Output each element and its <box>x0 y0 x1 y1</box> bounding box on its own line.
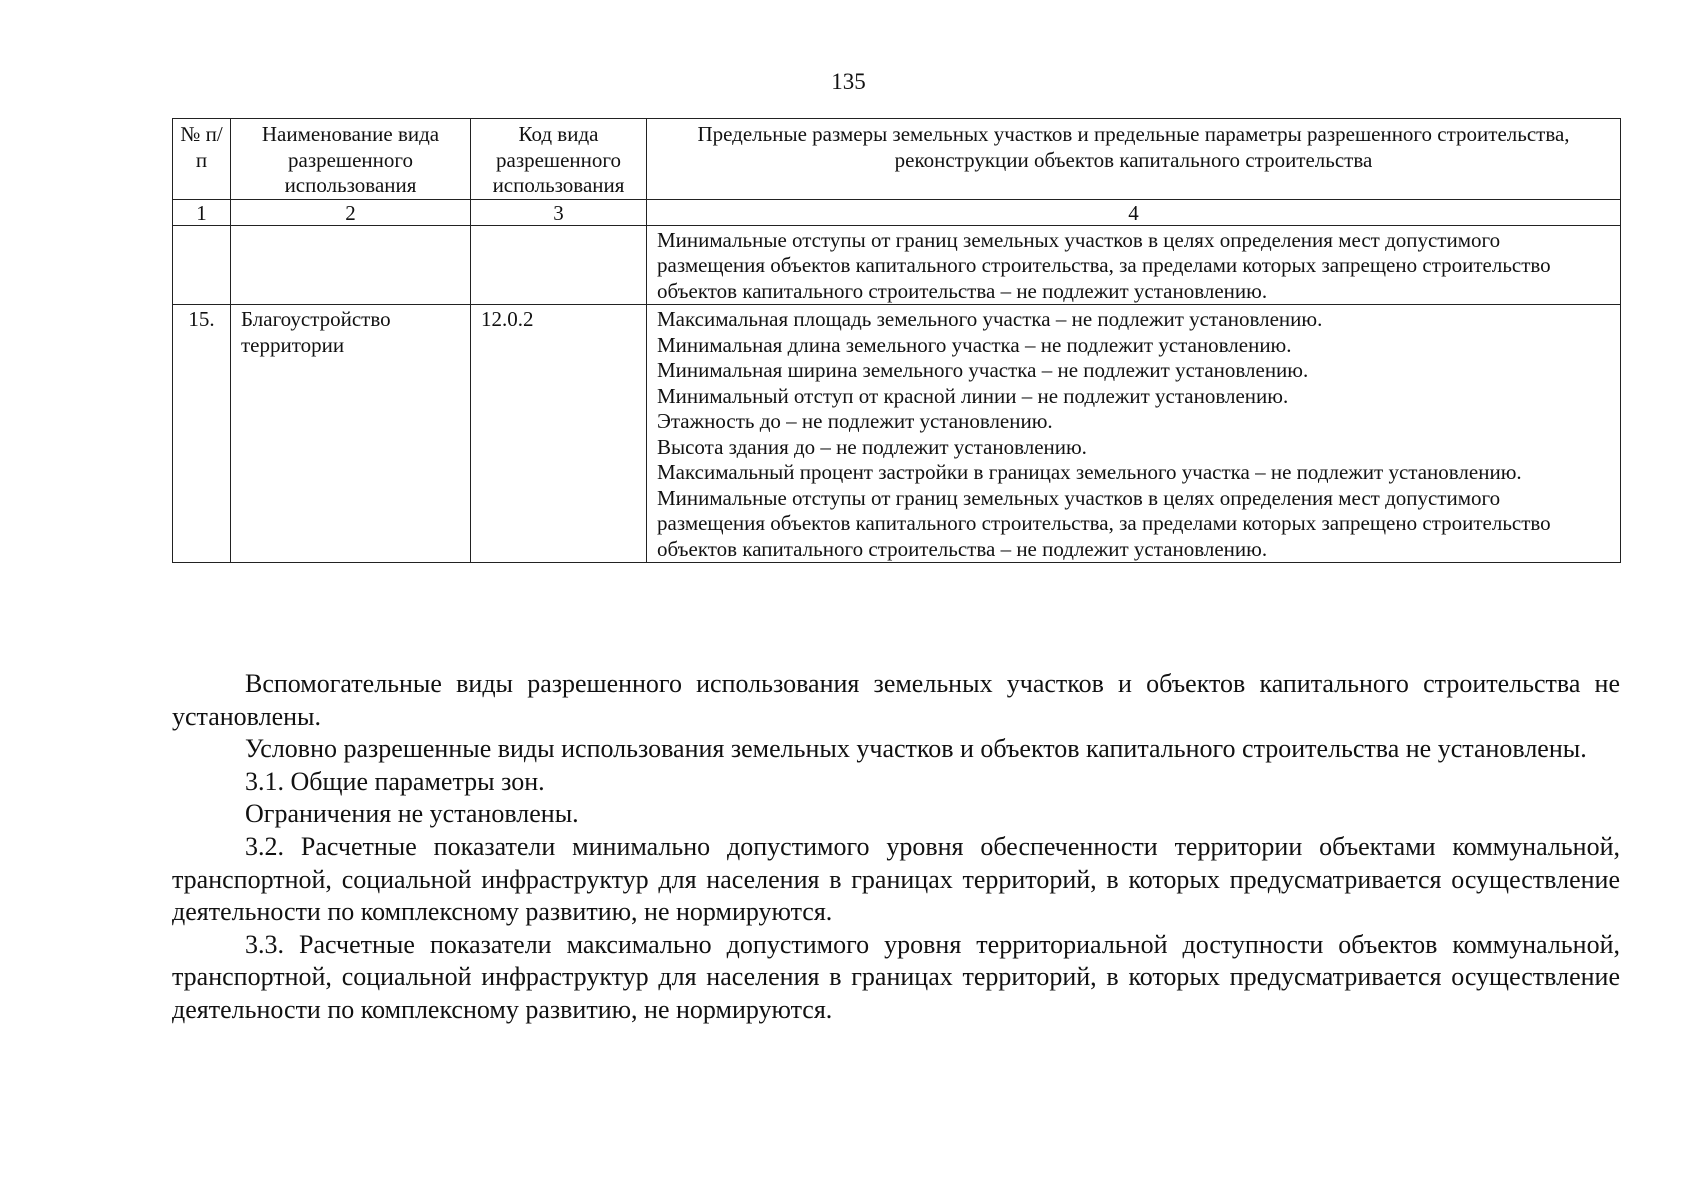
column-number-row <box>173 199 1621 225</box>
table-row <box>173 225 1621 305</box>
column-number: 4 <box>647 199 1621 225</box>
land-use-table <box>172 118 1621 563</box>
parameter-line: Минимальные отступы от границ земельных участков в целях определения мест допустимого размещения объектов капитального строительства, за пределами которых запрещено строительство объектов капитального строительства – не подлежит установлению. <box>657 227 1551 303</box>
column-number: 3 <box>471 199 647 225</box>
body-text <box>172 668 1620 1027</box>
header-parameters: Предельные размеры земельных участков и предельные параметры разрешенного строительства, реконструкции объектов капитального строительства <box>647 119 1621 200</box>
parameter-line: Высота здания до – не подлежит установлению. <box>657 434 1087 459</box>
parameter-line: Минимальная длина земельного участка – не подлежит установлению. <box>657 332 1292 357</box>
column-number: 2 <box>231 199 471 225</box>
section-3-2-paragraph: 3.2. Расчетные показатели минимально допустимого уровня обеспеченности территории объектами коммунальной, транспортной, социальной инфраструктур для населения в границах территорий, в которых предусматривается осуществление деятельности по комплексному развитию, не нормируются. <box>172 831 1620 927</box>
paragraph-auxiliary-uses: Вспомогательные виды разрешенного использования земельных участков и объектов капитального строительства не установлены. <box>172 669 1620 731</box>
row-use-name: Благоустройство территории <box>231 305 471 563</box>
paragraph-restrictions: Ограничения не установлены. <box>245 799 579 829</box>
section-3-3-paragraph: 3.3. Расчетные показатели максимально допустимого уровня территориальной доступности объектов коммунальной, транспортной, социальной инфраструктур для населения в границах территорий, в которых предусматривается осуществление деятельности по комплексному развитию, не нормируются. <box>172 929 1620 1024</box>
parameter-line: Этажность до – не подлежит установлению. <box>657 409 1053 433</box>
row-use-code: 12.0.2 <box>471 305 647 563</box>
parameter-line: Минимальная ширина земельного участка – не подлежит установлению. <box>657 358 1309 382</box>
header-use-code: Код вида разрешенного использования <box>471 119 647 200</box>
header-number: № п/п <box>173 119 231 200</box>
row-number <box>173 225 231 305</box>
table-header-row <box>173 119 1621 200</box>
paragraph-conditional-uses: Условно разрешенные виды использования земельных участков и объектов капитального строительства не установлены. <box>245 734 1587 764</box>
row-parameters <box>647 225 1621 305</box>
row-use-code <box>471 225 647 305</box>
page-number: 135 <box>831 69 866 94</box>
row-parameters <box>647 305 1621 563</box>
parameter-line: Максимальный процент застройки в границах земельного участка – не подлежит установлению. <box>657 460 1522 484</box>
parameter-line: Максимальная площадь земельного участка – не подлежит установлению. <box>657 307 1323 331</box>
header-use-name: Наименование вида разрешенного использования <box>231 119 471 200</box>
column-number: 1 <box>173 199 231 225</box>
parameter-line: Минимальные отступы от границ земельных участков в целях определения мест допустимого размещения объектов капитального строительства, за пределами которых запрещено строительство объектов капитального строительства – не подлежит установлению. <box>657 485 1551 561</box>
table-row <box>173 305 1621 563</box>
row-number: 15. <box>173 305 231 563</box>
parameter-line: Минимальный отступ от красной линии – не подлежит установлению. <box>657 383 1289 408</box>
row-use-name <box>231 225 471 305</box>
section-3-1-heading: 3.1. Общие параметры зон. <box>245 766 545 796</box>
